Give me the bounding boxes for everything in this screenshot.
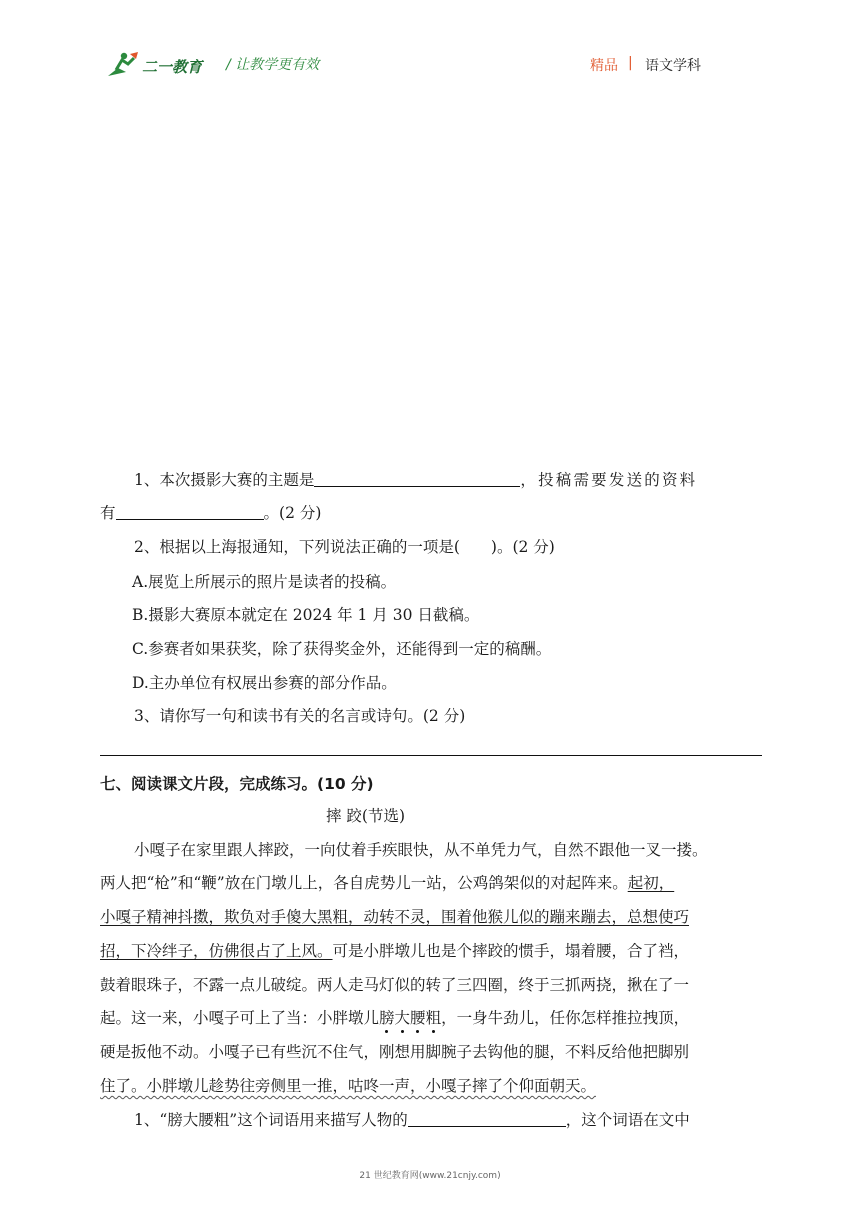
- slogan: / 让教学更有效: [226, 57, 320, 73]
- underlined-text: 起初，: [627, 874, 675, 892]
- q6-item-1: 1、本次摄影大赛的主题是 ，投稿需要发送的资料: [134, 471, 698, 489]
- page-header: [0, 0, 860, 90]
- q6-item-1-cont: 有 。(2 分): [100, 504, 322, 522]
- option-a: A.展览上所展示的照片是读者的投稿。: [132, 573, 397, 591]
- dotted-char: 膀: [379, 1009, 395, 1027]
- dotted-char: 大: [394, 1009, 411, 1027]
- category-separator: |: [628, 55, 633, 71]
- q6-item-3: 3、请你写一句和读书有关的名言或诗句。(2 分): [134, 707, 466, 725]
- answer-blank[interactable]: [408, 1110, 566, 1127]
- category-label-premium: 精品: [590, 58, 618, 74]
- dotted-char: 腰: [410, 1009, 426, 1027]
- option-d: D.主办单位有权展出参赛的部分作品。: [132, 674, 397, 692]
- passage-line: 小嘎子在家里跟人摔跤，一向仗着手疾眼快，从不单凭力气，自然不跟他一叉一搂。: [134, 841, 708, 859]
- passage-line: 硬是扳他不动。小嘎子已有些沉不住气，刚想用脚腕子去钩他的腿，不料反给他把脚别: [100, 1043, 690, 1061]
- answer-blank[interactable]: [116, 503, 264, 520]
- option-c: C.参赛者如果获奖，除了获得奖金外，还能得到一定的稿酬。: [132, 640, 552, 658]
- passage-line: 起。这一来，小嘎子可上了当：小胖墩儿膀大腰粗，一身牛劲儿，任你怎样推拉拽顶，: [100, 1009, 690, 1027]
- underlined-text: 小嘎子精神抖擞，欺负对手傻大黑粗，动转不灵，围着他猴儿似的蹦来蹦去，总想使巧: [100, 908, 690, 926]
- option-b: B.摄影大赛原本就定在 2024 年 1 月 30 日截稿。: [132, 606, 480, 624]
- answer-blank[interactable]: [314, 470, 520, 487]
- dotted-char: 粗: [425, 1009, 442, 1027]
- passage-title: 摔 跤(节选): [326, 807, 406, 825]
- passage-line: 两人把“枪”和“鞭”放在门墩儿上，各自虎势儿一站，公鸡鸽架似的对起阵来。起初，: [100, 874, 675, 892]
- wavy-underlined-text: 住了。小胖墩儿趁势往旁侧里一推，咕咚一声，小嘎子摔了个仰面朝天。: [100, 1077, 597, 1095]
- passage-line: 鼓着眼珠子，不露一点儿破绽。两人走马灯似的转了三四圈，终于三抓两挠，揪在了一: [100, 976, 690, 994]
- q7-item-1: 1、“膀大腰粗”这个词语用来描写人物的 ，这个词语在文中: [134, 1111, 690, 1129]
- passage-line: 招，下冷绊子，仿佛很占了上风。可是小胖墩儿也是个摔跤的惯手，塌着腰，合了裆，: [100, 942, 690, 960]
- section-heading: 七、阅读课文片段，完成练习。(10 分): [100, 775, 374, 793]
- category-label-subject: 语文学科: [645, 58, 701, 74]
- page-footer: 21 世纪教育网(www.21cnjy.com): [359, 1171, 501, 1181]
- logo-icon: [104, 50, 214, 80]
- underlined-text: 招，下冷绊子，仿佛很占了上风。: [100, 942, 333, 960]
- svg-text:二一教育: 二一教育: [142, 58, 203, 76]
- q6-item-2: 2、根据以上海报通知，下列说法正确的一项是( )。(2 分): [134, 538, 555, 556]
- answer-line[interactable]: [100, 755, 762, 756]
